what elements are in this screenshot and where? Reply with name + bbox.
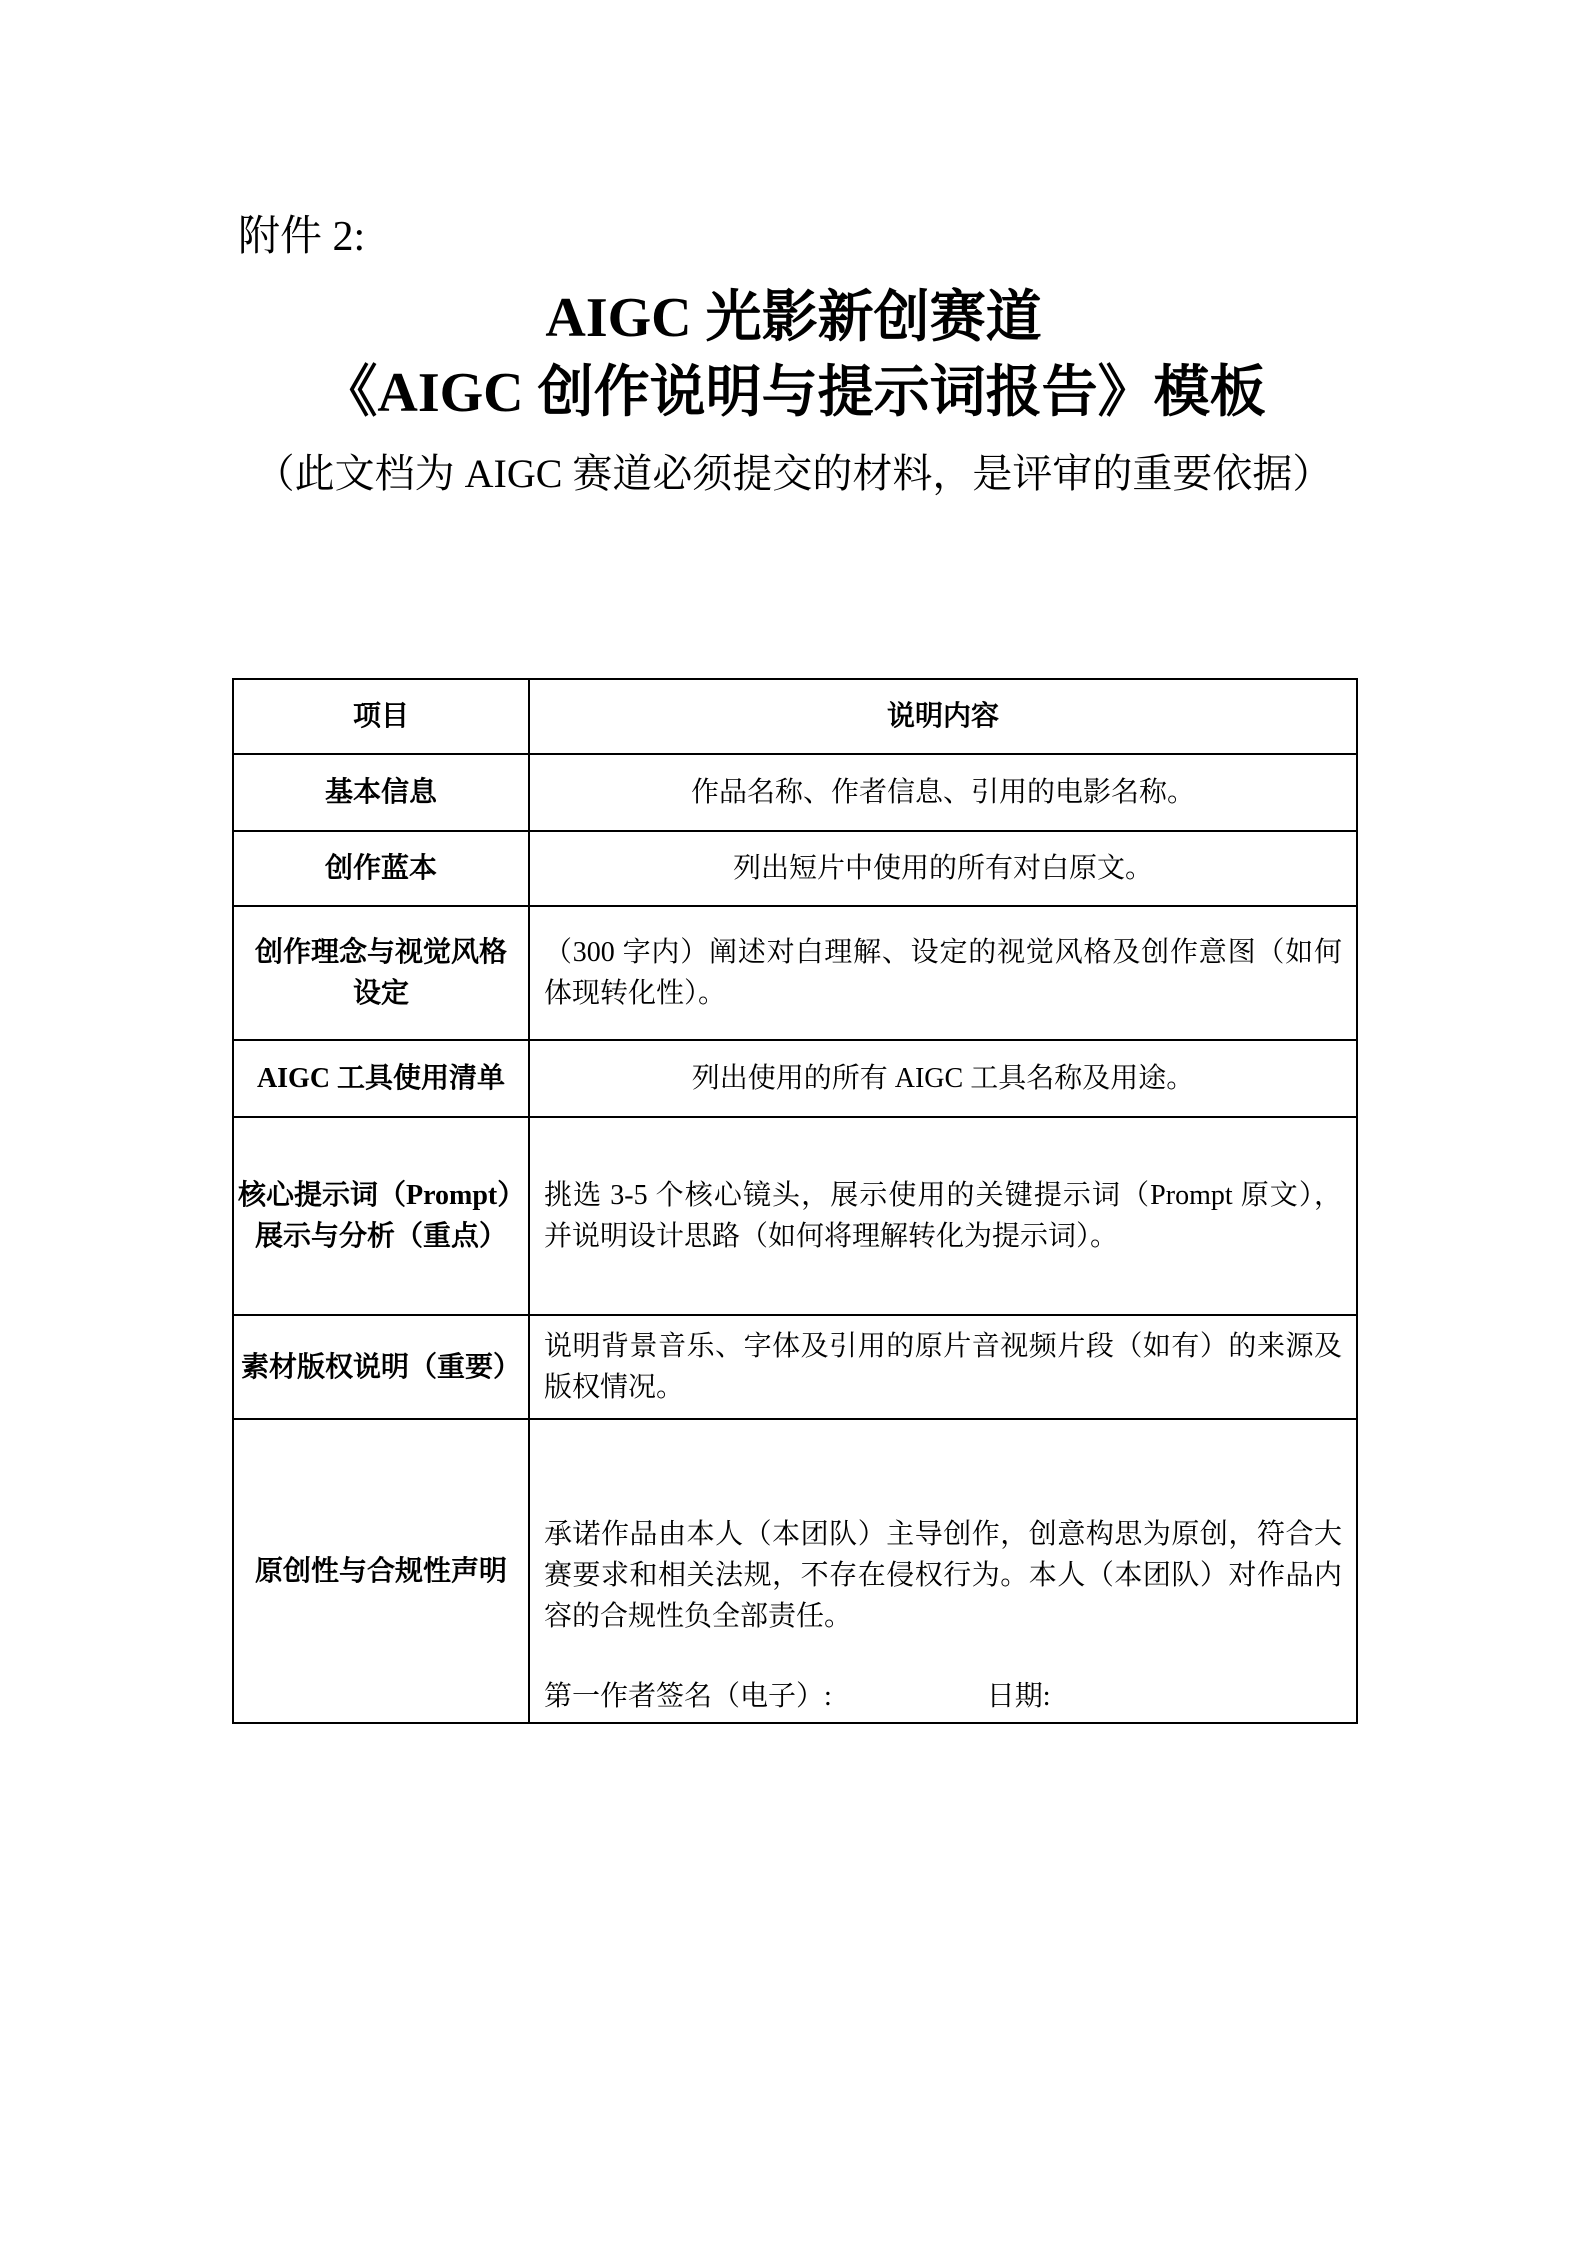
declaration-text: 承诺作品由本人（本团队）主导创作，创意构思为原创，符合大赛要求和相关法规，不存在侵权行为。本人（本团队）对作品内容的合规性负全部责任。 (544, 1518, 1342, 1632)
document-title-line-1: AIGC 光影新创赛道 (545, 287, 1042, 349)
row-item-cell (233, 1315, 529, 1419)
row-item-label: 核心提示词（Prompt） (238, 1180, 526, 1211)
table-row (233, 1117, 1357, 1315)
row-desc-cell: 列出使用的所有 AIGC 工具名称及用途。 (529, 1040, 1357, 1117)
table-header-desc: 说明内容 (529, 679, 1357, 754)
row-item-label: 创作蓝本 (324, 853, 437, 884)
signature-label: 第一作者签名（电子）: (544, 1681, 832, 1712)
document-title (0, 281, 1587, 431)
document-title-line-2: 《AIGC 创作说明与提示词报告》模板 (321, 362, 1266, 424)
row-desc-cell: 挑选 3-5 个核心镜头，展示使用的关键提示词（Prompt 原文），并说明设计思路（如何将理解转化为提示词）。 (529, 1117, 1357, 1315)
attachment-label: 附件 2: (238, 214, 366, 260)
row-item-cell (233, 831, 529, 906)
row-item-label: 创作理念与视觉风格 (254, 937, 507, 968)
table-row (233, 1040, 1357, 1117)
table-row (233, 1419, 1357, 1723)
row-item-label: 素材版权说明（重要） (240, 1351, 521, 1383)
row-desc-cell: 列出短片中使用的所有对白原文。 (529, 831, 1357, 906)
row-item-cell (233, 906, 529, 1040)
row-item-cell (233, 1117, 529, 1315)
row-item-label: 展示与分析（重点） (254, 1221, 507, 1252)
table-header-item: 项目 (233, 679, 529, 754)
row-desc-cell: 作品名称、作者信息、引用的电影名称。 (529, 754, 1357, 831)
document-subtitle: （此文档为 AIGC 赛道必须提交的材料，是评审的重要依据） (254, 451, 1333, 496)
row-item-label: 设定 (352, 978, 409, 1009)
row-desc-cell: （300 字内）阐述对白理解、设定的视觉风格及创作意图（如何体现转化性）。 (529, 906, 1357, 1040)
table-row (233, 831, 1357, 906)
row-item-cell (233, 1040, 529, 1117)
signature-row (544, 1676, 1342, 1717)
table-row (233, 906, 1357, 1040)
row-item-label: 基本信息 (324, 777, 437, 808)
spec-table (232, 678, 1358, 1724)
table-header-row (233, 679, 1357, 754)
table-row (233, 754, 1357, 831)
row-item-cell (233, 754, 529, 831)
row-desc-cell (529, 1419, 1357, 1723)
date-label: 日期: (986, 1681, 1051, 1712)
row-desc-cell: 说明背景音乐、字体及引用的原片音视频片段（如有）的来源及版权情况。 (529, 1315, 1357, 1419)
row-item-label: 原创性与合规性声明 (254, 1555, 507, 1587)
table-row (233, 1315, 1357, 1419)
row-item-label: AIGC 工具使用清单 (256, 1063, 506, 1094)
row-item-cell (233, 1419, 529, 1723)
